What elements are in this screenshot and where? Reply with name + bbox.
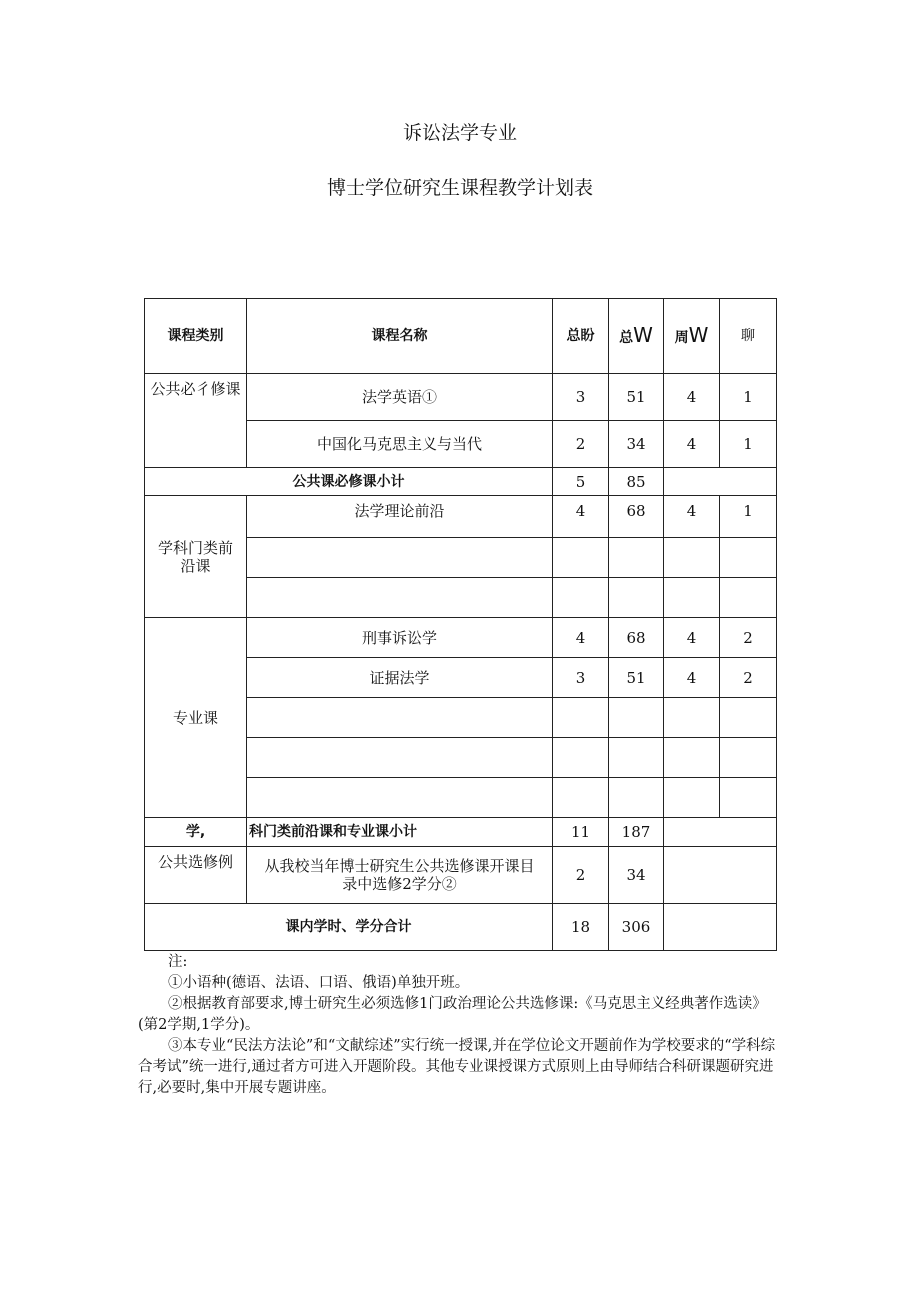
cell-total-hours: 51 [609, 374, 664, 421]
course-name: 法学理论前沿 [247, 496, 553, 538]
cell-total-hours: 68 [609, 496, 664, 538]
course-name: 从我校当年博士研究生公共选修课开课目录中选修2学分② [247, 847, 553, 904]
total-label: 课内学时、学分合计 [145, 904, 553, 951]
total-hours: 306 [609, 904, 664, 951]
total-credits: 18 [553, 904, 609, 951]
category-elective: 公共选修例 [145, 847, 247, 904]
cell-semester: 1 [720, 374, 777, 421]
major-subtotal-label-a: 学, [145, 818, 247, 847]
cell-semester: 1 [720, 421, 777, 468]
cell-credits: 4 [553, 618, 609, 658]
course-name: 法学英语① [247, 374, 553, 421]
cell-weekly-hours: 4 [664, 374, 720, 421]
empty-cell [664, 847, 777, 904]
cell-credits: 2 [553, 847, 609, 904]
header-total-credits: 总盼 [553, 299, 609, 374]
public-subtotal-hours: 85 [609, 468, 664, 496]
category-frontier: 学科门类前沿课 [145, 496, 247, 618]
major-subtotal-hours: 187 [609, 818, 664, 847]
cell-credits: 3 [553, 658, 609, 698]
notes-section [138, 952, 783, 1099]
page-title: 诉讼法学专业 [402, 122, 517, 144]
category-major: 专业课 [145, 618, 247, 818]
category-public-required: 公共必彳修课 [145, 374, 247, 468]
cell-total-hours: 51 [609, 658, 664, 698]
header-category: 课程类别 [145, 299, 247, 374]
course-name: 刑事诉讼学 [247, 618, 553, 658]
cell-credits: 2 [553, 421, 609, 468]
header-weekly-hours: 周W [664, 299, 720, 374]
cell-credits: 4 [553, 496, 609, 538]
total-row [145, 904, 777, 951]
notes-heading: 注: [168, 954, 188, 970]
cell-weekly-hours: 4 [664, 618, 720, 658]
cell-weekly-hours: 4 [664, 496, 720, 538]
cell-weekly-hours: 4 [664, 421, 720, 468]
cell-weekly-hours: 4 [664, 658, 720, 698]
cell-semester: 2 [720, 618, 777, 658]
note-2: ②根据教育部要求,博士研究生必须选修1门政治理论公共选修课:《马克思主义经典著作选读》(第2学期,1学分)。 [138, 996, 767, 1033]
empty-cell [664, 904, 777, 951]
table-row [145, 496, 777, 538]
header-total-hours: 总W [609, 299, 664, 374]
course-plan-table [144, 298, 777, 951]
header-semester: 聊 [720, 299, 777, 374]
cell-total-hours: 34 [609, 421, 664, 468]
subtotal-row [145, 818, 777, 847]
public-subtotal-credits: 5 [553, 468, 609, 496]
empty-cell [664, 468, 777, 496]
note-3: ③本专业“民法方法论”和“文献综述”实行统一授课,并在学位论文开题前作为学校要求的“学科综合考试”统一进行,通过者方可进入开题阶段。其他专业课授课方式原则上由导师结合科研课题研究进行,必要时,集中开展专题讲座。 [138, 1038, 776, 1096]
public-subtotal-label: 公共课必修课小计 [145, 468, 553, 496]
page-subtitle: 博士学位研究生课程教学计划表 [326, 177, 593, 199]
course-name: 证据法学 [247, 658, 553, 698]
empty-cell [664, 818, 777, 847]
cell-total-hours: 34 [609, 847, 664, 904]
major-subtotal-label-b: 科门类前沿课和专业课小计 [247, 818, 553, 847]
cell-credits: 3 [553, 374, 609, 421]
table-row [145, 618, 777, 658]
cell-semester: 1 [720, 496, 777, 538]
table-row [145, 374, 777, 421]
table-header-row [145, 299, 777, 374]
note-1: ①小语种(德语、法语、口语、俄语)单独开班。 [168, 975, 470, 991]
subtotal-row [145, 468, 777, 496]
major-subtotal-credits: 11 [553, 818, 609, 847]
cell-semester: 2 [720, 658, 777, 698]
cell-total-hours: 68 [609, 618, 664, 658]
course-name: 中国化马克思主义与当代 [247, 421, 553, 468]
table-row [145, 847, 777, 904]
header-course-name: 课程名称 [247, 299, 553, 374]
